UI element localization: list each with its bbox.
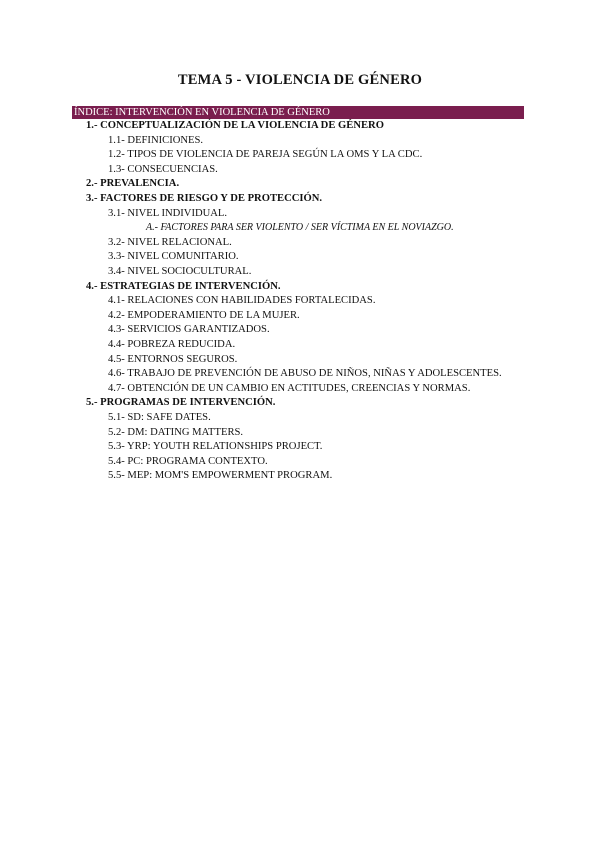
index-header: ÍNDICE: INTERVENCIÓN EN VIOLENCIA DE GÉNERO (72, 106, 524, 119)
toc-item: 4.6- TRABAJO DE PREVENCIÓN DE ABUSO DE NIÑOS, NIÑAS Y ADOLESCENTES. (108, 368, 502, 380)
toc-item: 4.- ESTRATEGIAS DE INTERVENCIÓN. (86, 280, 281, 292)
toc-item: A.- FACTORES PARA SER VIOLENTO / SER VÍCTIMA EN EL NOVIAZGO. (146, 222, 454, 234)
toc-item: 3.1- NIVEL INDIVIDUAL. (108, 207, 228, 219)
page-title: TEMA 5 - VIOLENCIA DE GÉNERO (177, 72, 423, 88)
toc-item: 1.3- CONSECUENCIAS. (108, 163, 218, 175)
toc-item: 1.2- TIPOS DE VIOLENCIA DE PAREJA SEGÚN LA OMS Y LA CDC. (108, 149, 423, 161)
toc-item: 3.- FACTORES DE RIESGO Y DE PROTECCIÓN. (86, 193, 323, 204)
toc-item: 3.3- NIVEL COMUNITARIO. (108, 251, 239, 263)
toc-item: 5.2- DM: DATING MATTERS. (108, 426, 244, 438)
toc-item: 4.1- RELACIONES CON HABILIDADES FORTALECIDAS. (108, 295, 376, 307)
toc-item: 3.4- NIVEL SOCIOCULTURAL. (108, 266, 252, 277)
toc-item: 4.7- OBTENCIÓN DE UN CAMBIO EN ACTITUDES, CREENCIAS Y NORMAS. (108, 382, 471, 394)
toc-item: 3.2- NIVEL RELACIONAL. (108, 236, 232, 248)
toc-item: 4.3- SERVICIOS GARANTIZADOS. (108, 324, 270, 336)
toc-item: 5.4- PC: PROGRAMA CONTEXTO. (108, 455, 268, 467)
toc-item: 5.5- MEP: MOM'S EMPOWERMENT PROGRAM. (108, 470, 333, 482)
toc-item: 4.5- ENTORNOS SEGUROS. (108, 353, 238, 365)
toc-item: 2.- PREVALENCIA. (86, 178, 180, 190)
toc-item: 4.2- EMPODERAMIENTO DE LA MUJER. (108, 309, 300, 321)
toc-item: 1.1- DEFINICIONES. (108, 134, 204, 146)
toc-item: 1.- CONCEPTUALIZACIÓN DE LA VIOLENCIA DE GÉNERO (86, 120, 384, 131)
toc-item: 5.1- SD: SAFE DATES. (108, 412, 211, 423)
toc-item: 5.- PROGRAMAS DE INTERVENCIÓN. (86, 397, 276, 409)
toc-item: 5.3- YRP: YOUTH RELATIONSHIPS PROJECT. (108, 441, 323, 453)
toc-item: 4.4- POBREZA REDUCIDA. (108, 339, 236, 350)
